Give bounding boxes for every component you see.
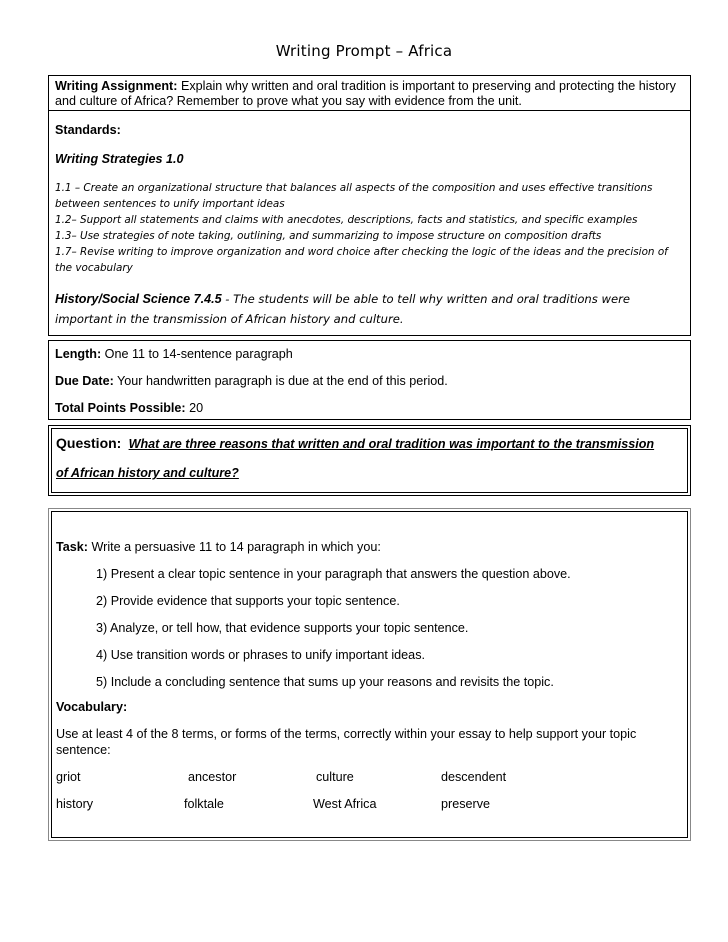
standard-line: 1.7– Revise writing to improve organization and word choice after checking the logic of the ideas and the precision of — [55, 246, 668, 258]
task-step: 1) Present a clear topic sentence in your paragraph that answers the question above. — [96, 567, 571, 581]
task-step: 3) Analyze, or tell how, that evidence supports your topic sentence. — [96, 621, 469, 635]
standard-line: 1.2– Support all statements and claims with anecdotes, descriptions, facts and statistics, and specific examples — [55, 214, 638, 226]
standard-line: between sentences to unify important ideas — [55, 198, 285, 210]
vocab-term: descendent — [441, 770, 507, 784]
vocab-term: West Africa — [313, 797, 377, 811]
points-value: 20 — [185, 401, 204, 415]
question-box-inner — [51, 428, 688, 493]
vocab-term: history — [56, 797, 94, 811]
question-line-2: of African history and culture? — [56, 466, 239, 480]
standard-line: the vocabulary — [55, 262, 133, 274]
task-box-inner — [51, 511, 688, 838]
vocab-term: griot — [56, 770, 81, 784]
standards-heading: Standards: — [55, 123, 121, 137]
history-standard-text: - The students will be able to tell why written and oral traditions were — [221, 292, 631, 306]
points-row — [55, 401, 203, 415]
task-text: Write a persuasive 11 to 14 paragraph in which you: — [87, 540, 381, 554]
assignment-info-box — [48, 340, 691, 420]
assignment-paragraph — [55, 79, 684, 109]
task-step: 4) Use transition words or phrases to unify important ideas. — [96, 648, 425, 662]
due-date-label: Due Date: — [55, 374, 114, 388]
due-date-row — [55, 374, 448, 388]
page-title: Writing Prompt – Africa — [275, 42, 453, 60]
vocabulary-instructions-2: sentence: — [56, 743, 111, 757]
vocabulary-row — [56, 797, 676, 813]
vocab-term: folktale — [184, 797, 224, 811]
length-row — [55, 347, 293, 361]
assignment-text: Explain why written and oral tradition is important to preserving and protecting the history and culture of Africa? Remember to prove what you say with evidence from the unit. — [55, 79, 676, 108]
question-label: Question: — [56, 435, 122, 451]
question-line-1 — [56, 435, 654, 451]
vocab-term: preserve — [441, 797, 490, 811]
standards-box — [48, 110, 691, 336]
vocab-term: ancestor — [188, 770, 237, 784]
assignment-box — [48, 75, 691, 111]
length-value: One 11 to 14-sentence paragraph — [101, 347, 293, 361]
vocabulary-instructions: Use at least 4 of the 8 terms, or forms of the terms, correctly within your essay to help support your topic — [56, 727, 637, 741]
points-label: Total Points Possible: — [55, 401, 186, 415]
vocabulary-row — [56, 770, 676, 786]
task-label: Task: — [56, 540, 88, 554]
history-standard — [55, 291, 630, 308]
standard-line: 1.1 – Create an organizational structure that balances all aspects of the composition and uses effective transitions — [55, 182, 653, 194]
question-box — [48, 425, 691, 496]
standard-line: 1.3– Use strategies of note taking, outlining, and summarizing to impose structure on composition drafts — [55, 230, 602, 242]
writing-strategies-heading: Writing Strategies 1.0 — [55, 152, 184, 166]
due-date-value: Your handwritten paragraph is due at the end of this period. — [113, 374, 448, 388]
task-step: 5) Include a concluding sentence that sums up your reasons and revisits the topic. — [96, 675, 554, 689]
vocabulary-heading: Vocabulary: — [56, 700, 128, 714]
length-label: Length: — [55, 347, 102, 361]
task-step: 2) Provide evidence that supports your topic sentence. — [96, 594, 400, 608]
assignment-label: Writing Assignment: — [55, 79, 178, 93]
task-row — [56, 540, 381, 554]
question-text: What are three reasons that written and oral tradition was important to the transmission — [128, 437, 655, 451]
history-standard-label: History/Social Science 7.4.5 — [55, 292, 222, 306]
history-standard-text-2: important in the transmission of African history and culture. — [55, 312, 404, 326]
vocab-term: culture — [316, 770, 354, 784]
history-standard-line2 — [55, 311, 404, 328]
task-box — [48, 508, 691, 841]
